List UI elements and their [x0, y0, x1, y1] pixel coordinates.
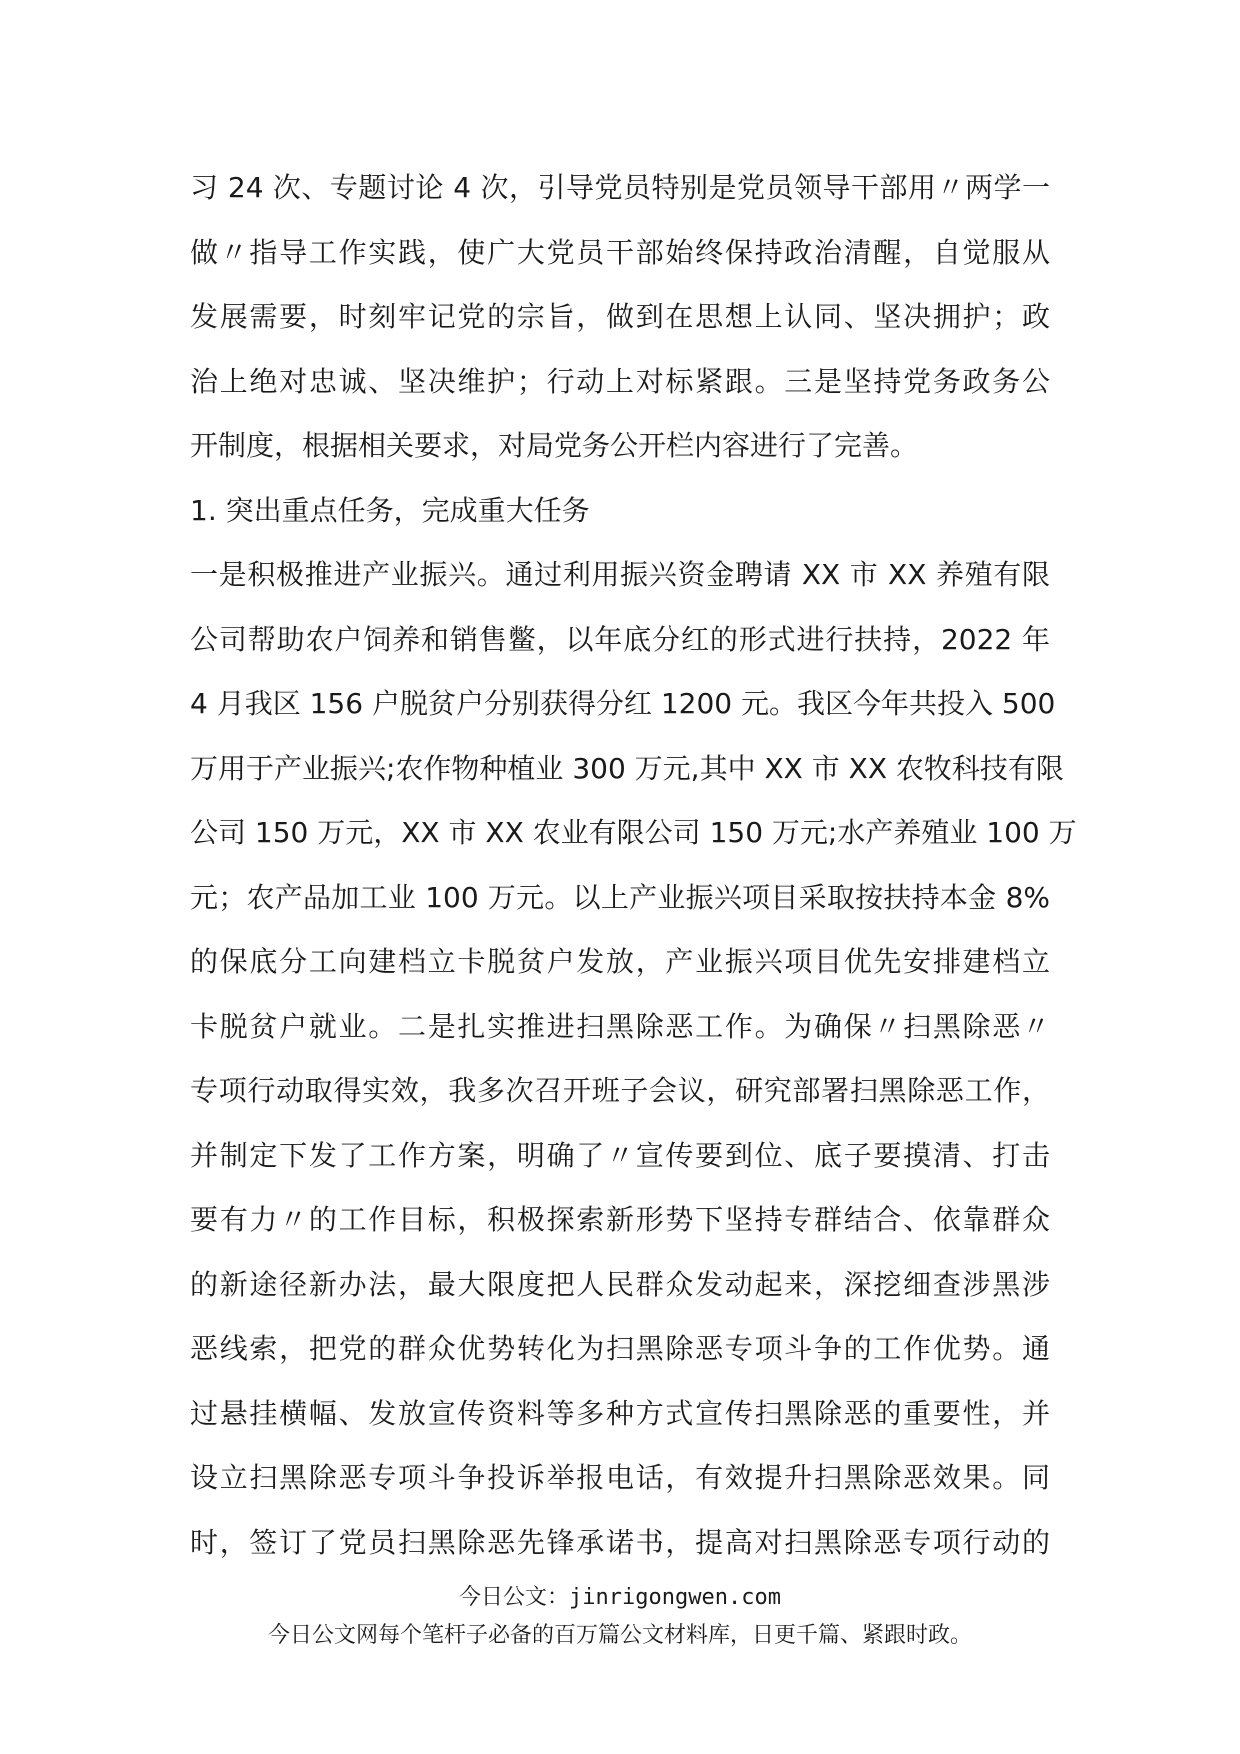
body-line: 公司帮助农户饲养和销售鳖，以年底分红的形式进行扶持，2022 年 — [190, 622, 1050, 656]
body-line: 恶线索，把党的群众优势转化为扫黑除恶专项斗争的工作优势。通 — [190, 1332, 1050, 1365]
body-line: 公司 150 万元，XX 市 XX 农业有限公司 150 万元;水产养殖业 100 万 — [190, 816, 1077, 849]
footer-site-label: 今日公文： — [459, 1585, 570, 1610]
section-heading: 1. 突出重点任务，完成重大任务 — [190, 493, 590, 527]
body-line: 卡脱贫户就业。二是扎实推进扫黑除恶工作。为确保〃扫黑除恶〃 — [190, 1009, 1050, 1043]
body-line: 的新途径新办法，最大限度把人民群众发动起来，深挖细查涉黑涉 — [190, 1267, 1050, 1301]
body-line: 过悬挂横幅、发放宣传资料等多种方式宣传扫黑除恶的重要性，并 — [190, 1396, 1050, 1430]
body-line: 习 24 次、专题讨论 4 次，引导党员特别是党员领导干部用〃两学一 — [190, 171, 1050, 204]
body-line: 治上绝对忠诚、坚决维护；行动上对标紧跟。三是坚持党务政务公 — [190, 364, 1050, 398]
body-line: 元；农产品加工业 100 万元。以上产业振兴项目采取按扶持本金 8% — [190, 880, 1050, 914]
body-line: 做〃指导工作实践，使广大党员干部始终保持政治清醒，自觉服从 — [190, 235, 1050, 269]
body-line: 设立扫黑除恶专项斗争投诉举报电话，有效提升扫黑除恶效果。同 — [190, 1461, 1050, 1494]
footer-tagline: 今日公文网每个笔杆子必备的百万篇公文材料库，日更千篇、紧跟时政。 — [267, 1623, 972, 1648]
body-line: 发展需要，时刻牢记党的宗旨，做到在思想上认同、坚决拥护；政 — [190, 300, 1050, 333]
body-line: 4 月我区 156 户脱贫户分别获得分红 1200 元。我区今年共投入 500 — [190, 687, 1056, 720]
document-body — [190, 156, 1077, 1575]
body-line: 并制定下发了工作方案，明确了〃宣传要到位、底子要摸清、打击 — [190, 1138, 1050, 1172]
body-line: 的保底分工向建档立卡脱贫户发放，产业振兴项目优先安排建档立 — [190, 945, 1050, 978]
body-line: 时，签订了党员扫黑除恶先锋承诺书，提高对扫黑除恶专项行动的 — [190, 1525, 1050, 1559]
body-line: 专项行动取得实效，我多次召开班子会议，研究部署扫黑除恶工作， — [190, 1074, 1050, 1107]
body-line: 万用于产业振兴;农作物种植业 300 万元,其中 XX 市 XX 农牧科技有限 — [190, 751, 1064, 785]
footer-site-link[interactable]: jinrigongwen.com — [569, 1585, 781, 1610]
body-line: 要有力〃的工作目标，积极探索新形势下坚持专群结合、依靠群众 — [190, 1203, 1050, 1236]
body-line: 开制度，根据相关要求，对局党务公开栏内容进行了完善。 — [190, 429, 919, 462]
body-line: 一是积极推进产业振兴。通过利用振兴资金聘请 XX 市 XX 养殖有限 — [190, 558, 1050, 591]
footer-site — [0, 1583, 1240, 1613]
